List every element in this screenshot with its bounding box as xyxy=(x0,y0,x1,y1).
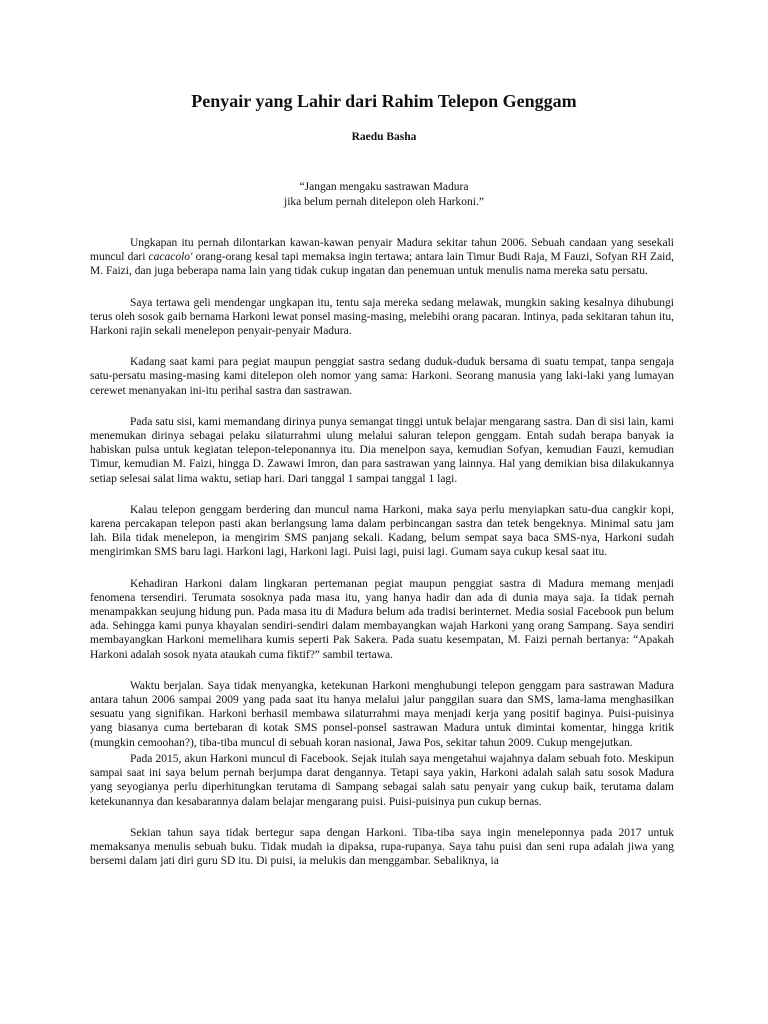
paragraph-3: Kadang saat kami para pegiat maupun penggiat sastra sedang duduk-duduk bersama di suatu tempat, tanpa sengaja satu-persatu masing-masing kami ditelepon oleh nomor yang sama: Harkoni. Seorang manusia yang laki-laki yang lumayan cerewet menanyakan ini-itu perihal sastra dan sastrawan. xyxy=(90,356,674,397)
epigraph-line-1: “Jangan mengaku sastrawan Madura xyxy=(299,181,469,193)
paragraph-9: Sekian tahun saya tidak bertegur sapa dengan Harkoni. Tiba-tiba saya ingin meneleponnya pada 2017 untuk memaksanya menulis sebuah buku. Tidak mudah ia dipaksa, rupa-rupanya. Saya tahu puisi dan seni rupa adalah jiwa yang bersemi dalam jati diri guru SD itu. Di puisi, ia melukis dan menggambar. Sebaliknya, ia xyxy=(90,826,674,868)
epigraph-line-2: jika belum pernah ditelepon oleh Harkoni.” xyxy=(284,196,484,208)
paragraph-6: Kehadiran Harkoni dalam lingkaran pertemanan pegiat maupun penggiat sastra di Madura memang menjadi fenomena tersendiri. Terumata sosoknya pada masa itu, yang hanya hadir dan ada di dunia maya saja. Ia tidak pernah menampakkan seujung hidung pun. Pada masa itu di Madura belum ada tradisi berinternet. Media sosial Facebook pun belum ada. Sehingga kami punya khayalan sendiri-sendiri dalam membayangkan wajah Harkoni yang orang Sampang. Saya sendiri membayangkan Harkoni memelihara kumis seperti Pak Sakera. Pada suatu kesempatan, M. Faizi pernah bertanya: “Apakah Harkoni adalah sosok nyata ataukah cuma fiktif?” sambil tertawa. xyxy=(90,577,674,661)
paragraph-7: Waktu berjalan. Saya tidak menyangka, ketekunan Harkoni menghubungi telepon genggam para sastrawan Madura antara tahun 2006 sampai 2009 yang pada saat itu hanya melalui jalur panggilan suara dan SMS, lama-lama menghasilkan sesuatu yang signifikan. Harkoni berhasil membawa silaturrahmi maya menjadi kerja yang positif baginya. Puisi-puisinya yang biasanya cuma bertebaran di kotak SMS ponsel-ponsel sastrawan Madura untuk dimintai komentar, hingga kritik (mungkin cemoohan?), tiba-tiba muncul di sebuah koran nasional, Jawa Pos, sekitar tahun 2009. Cukup mengejutkan. xyxy=(90,679,674,749)
paragraph-1 xyxy=(90,236,674,279)
paragraph-8: Pada 2015, akun Harkoni muncul di Facebook. Sejak itulah saya mengetahui wajahnya dalam sebuah foto. Meskipun sampai saat ini saya belum pernah berjumpa darat dengannya. Tetapi saya yakin, Harkoni adalah salah satu sosok Madura yang seyogianya perlu diperhitungkan terutama di Sampang sebagai salah satu penyair yang cukup baik, terutama dalam ketekunannya dan kesabarannya dalam belajar mengarang puisi. Puisi-puisinya pun cukup bernas. xyxy=(90,752,674,808)
document-title: Penyair yang Lahir dari Rahim Telepon Genggam xyxy=(191,91,577,111)
paragraph-1-text-b: orang-orang kesal tapi memaksa ingin tertawa; antara lain Timur Budi Raja, M Fauzi, Sofyan RH Zaid, M. Faizi, dan juga beberapa nama lain yang tidak cukup ingatan dan penemuan untuk menulis nama mereka satu persatu. xyxy=(90,251,674,278)
paragraph-1-italic-term: cacacolo' xyxy=(148,251,193,264)
author-name: Raedu Basha xyxy=(351,131,417,143)
paragraph-1-text-a: Ungkapan itu pernah dilontarkan kawan-kawan penyair Madura sekitar tahun 2006. Sebuah candaan yang sesekali muncul dari xyxy=(90,237,674,264)
paragraph-2: Saya tertawa geli mendengar ungkapan itu, tentu saja mereka sedang melawak, mungkin saking kesalnya dihubungi terus oleh sosok gaib bernama Harkoni lewat ponsel masing-masing, melebihi orang pacaran. Intinya, pada sekitaran tahun itu, Harkoni rajin sekali menelepon penyair-penyair Madura. xyxy=(90,296,674,338)
epigraph xyxy=(0,180,768,210)
paragraph-5: Kalau telepon genggam berdering dan muncul nama Harkoni, maka saya perlu menyiapkan satu-dua cangkir kopi, karena percakapan telepon pasti akan berlangsung lama dalam perbincangan sastra dan tetek bengeknya. Minimal satu jam lah. Bila tidak menelepon, ia mengirim SMS panjang sekali. Kadang, belum sempat saya baca SMS-nya, Harkoni sudah mengirimkan SMS baru lagi. Harkoni lagi, Harkoni lagi. Puisi lagi, puisi lagi. Gumam saya cukup kesal saat itu. xyxy=(90,503,674,559)
article-body xyxy=(90,236,674,885)
paragraph-4: Pada satu sisi, kami memandang dirinya punya semangat tinggi untuk belajar mengarang sastra. Dan di sisi lain, kami menemukan dirinya sebagai pelaku silaturrahmi ulung melalui saluran telepon genggam. Entah sudah berapa banyak ia habiskan pulsa untuk kegiatan telepon-teleponannya itu. Dia menelpon saya, kemudian Sofyan, kemudian Fauzi, kemudian Timur, kemudian M. Faizi, hingga D. Zawawi Imron, dan para sastrawan yang lainnya. Hal yang demikian bisa dilakukannya setiap selesai salat lima waktu, setiap hari. Dari tanggal 1 sampai tanggal 1 lagi. xyxy=(90,415,674,485)
